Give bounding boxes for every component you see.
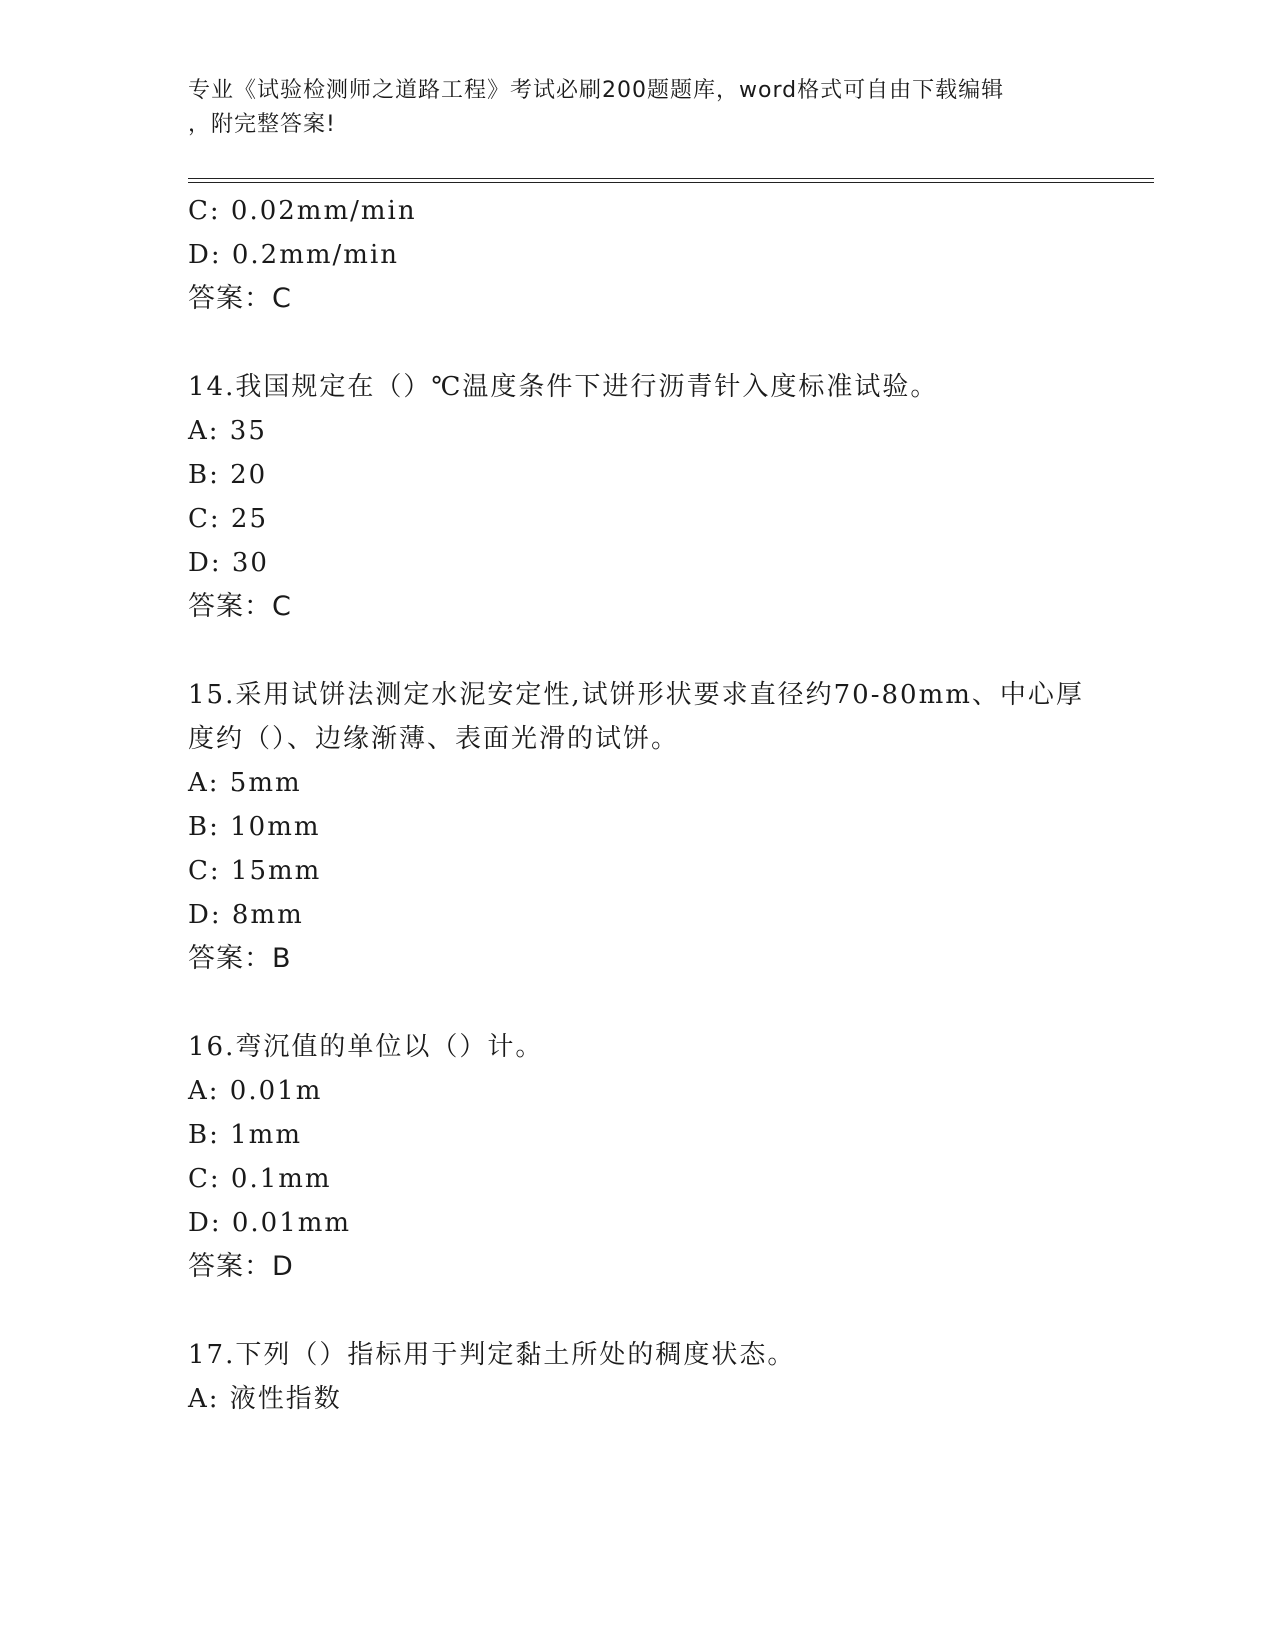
question-15-line-1: 15.采用试饼法测定水泥安定性,试饼形状要求直径约70-80mm、中心厚 — [188, 680, 1084, 710]
question-17: 17.下列（）指标用于判定黏土所处的稠度状态。 — [188, 1340, 796, 1370]
q14-answer: 答案：C — [188, 591, 292, 622]
q14-option-b: B: 20 — [188, 460, 268, 490]
q16-option-b: B: 1mm — [188, 1120, 302, 1150]
header-line-1: 专业《试验检测师之道路工程》考试必刷200题题库，word格式可自由下载编辑 — [188, 78, 1005, 103]
question-15-line-2: 度约（）、边缘渐薄、表面光滑的试饼。 — [188, 724, 680, 754]
option-c: C: 0.02mm/min — [188, 196, 417, 226]
q16-option-c: C: 0.1mm — [188, 1164, 332, 1194]
q14-option-a: A: 35 — [188, 416, 267, 446]
q16-answer: 答案：D — [188, 1251, 294, 1282]
q15-option-a: A: 5mm — [188, 768, 302, 798]
q15-option-d: D: 8mm — [188, 900, 304, 930]
q14-option-d: D: 30 — [188, 548, 269, 578]
question-14: 14.我国规定在（）℃温度条件下进行沥青针入度标准试验。 — [188, 372, 939, 402]
question-16: 16.弯沉值的单位以（）计。 — [188, 1032, 544, 1062]
option-d: D: 0.2mm/min — [188, 240, 400, 270]
q15-answer: 答案：B — [188, 943, 292, 974]
q17-option-a: A: 液性指数 — [188, 1384, 342, 1414]
q16-option-d: D: 0.01mm — [188, 1208, 352, 1238]
document-header — [188, 74, 1088, 142]
header-line-2: ，附完整答案! — [188, 112, 336, 137]
header-rule-bottom — [188, 182, 1154, 183]
q15-option-b: B: 10mm — [188, 812, 321, 842]
q16-option-a: A: 0.01m — [188, 1076, 323, 1106]
q15-option-c: C: 15mm — [188, 856, 322, 886]
header-rule-top — [188, 178, 1154, 179]
q14-option-c: C: 25 — [188, 504, 269, 534]
answer: 答案：C — [188, 283, 292, 314]
